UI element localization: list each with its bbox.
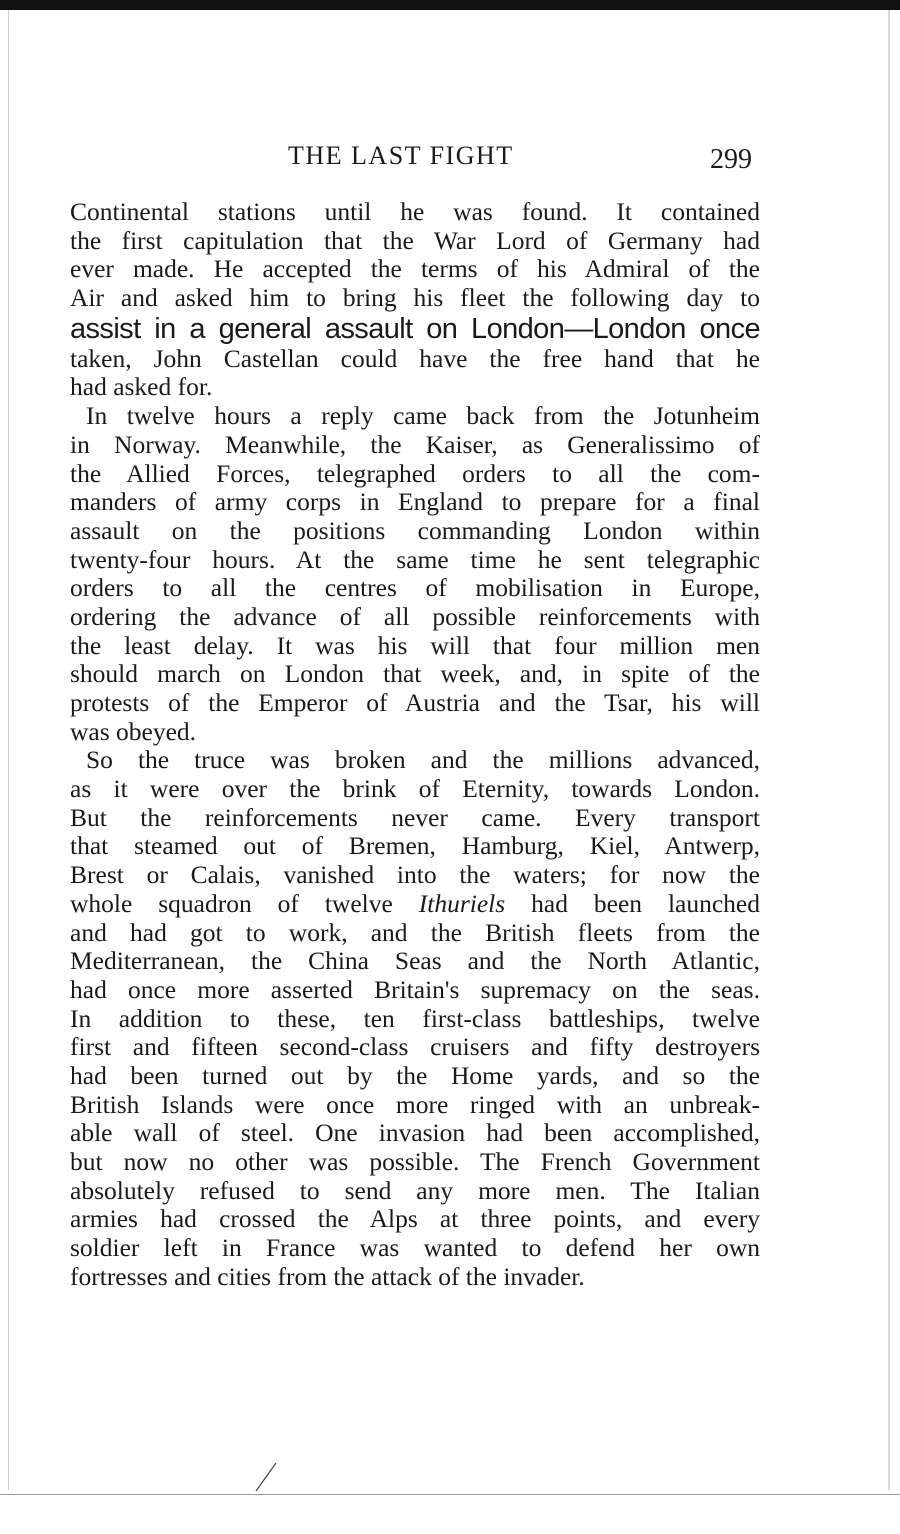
text-line: had once more asserted Britain's supremacy on the seas.	[70, 974, 760, 1004]
running-title: THE LAST FIGHT	[288, 141, 514, 170]
body-text	[70, 198, 760, 1291]
page-right-edge	[888, 10, 890, 1490]
text-line: twenty-four hours. At the same time he sent telegraphic	[70, 544, 760, 574]
text-line: armies had crossed the Alps at three points, and every	[70, 1204, 760, 1234]
text-line: was obeyed.	[70, 716, 197, 746]
text-line: orders to all the centres of mobilisation in Europe,	[70, 573, 760, 603]
text-line: fortresses and cities from the attack of the invader.	[70, 1261, 585, 1291]
text-line: But the reinforcements never came. Every transport	[70, 802, 760, 832]
text-line: able wall of steel. One invasion had been accomplished,	[70, 1118, 760, 1148]
text-line: In twelve hours a reply came back from the Jotunheim	[86, 401, 760, 431]
scan-top-border	[0, 0, 900, 10]
text-line: Mediterranean, the China Seas and the North Atlantic,	[70, 946, 760, 976]
text-line: that steamed out of Bremen, Hamburg, Kiel, Antwerp,	[70, 831, 760, 861]
text-line: the Allied Forces, telegraphed orders to all the com-	[70, 458, 760, 488]
text-line: and had got to work, and the British fleets from the	[70, 917, 760, 947]
page-number: 299	[710, 144, 752, 175]
text-line: whole squadron of twelve Ithuriels had been launched	[70, 888, 760, 918]
running-header	[0, 140, 900, 174]
text-line: Continental stations until he was found. It contained	[70, 197, 760, 226]
text-line: manders of army corps in England to prepare for a final	[70, 487, 760, 517]
text-line: Brest or Calais, vanished into the waters; for now the	[70, 860, 760, 890]
text-line: the least delay. It was his will that four million men	[70, 630, 760, 660]
text-line: taken, John Castellan could have the free hand that he	[70, 343, 760, 373]
pencil-mark-icon	[255, 1462, 277, 1492]
text-line: protests of the Emperor of Austria and the Tsar, his will	[70, 688, 760, 717]
page-left-edge	[8, 10, 9, 1490]
text-line: assault on the positions commanding London within	[70, 515, 760, 545]
text-line: should march on London that week, and, in spite of the	[70, 659, 760, 689]
text-line: the first capitulation that the War Lord of Germany had	[70, 225, 760, 255]
text-line: had been turned out by the Home yards, and so the	[70, 1060, 760, 1090]
text-line: soldier left in France was wanted to defend her own	[70, 1233, 760, 1263]
text-line: as it were over the brink of Eternity, towards London.	[70, 774, 760, 804]
text-line: had asked for.	[70, 372, 213, 402]
text-line: ever made. He accepted the terms of his Admiral of the	[70, 254, 760, 284]
text-line: first and fifteen second-class cruisers and fifty destroyers	[70, 1032, 760, 1062]
text-line: In addition to these, ten first-class battleships, twelve	[70, 1003, 760, 1033]
text-line: but now no other was possible. The French Government	[70, 1147, 760, 1176]
text-line: ordering the advance of all possible reinforcements with	[70, 601, 760, 631]
text-line: Air and asked him to bring his fleet the following day to	[70, 283, 760, 313]
text-line: assist in a general assault on London—London once	[70, 312, 760, 345]
text-line: absolutely refused to send any more men. The Italian	[70, 1175, 760, 1205]
text-line: in Norway. Meanwhile, the Kaiser, as Generalissimo of	[70, 429, 760, 459]
text-line: So the truce was broken and the millions advanced,	[86, 745, 760, 775]
bottom-rule	[0, 1494, 900, 1495]
text-line: British Islands were once more ringed with an unbreak-	[70, 1089, 760, 1119]
